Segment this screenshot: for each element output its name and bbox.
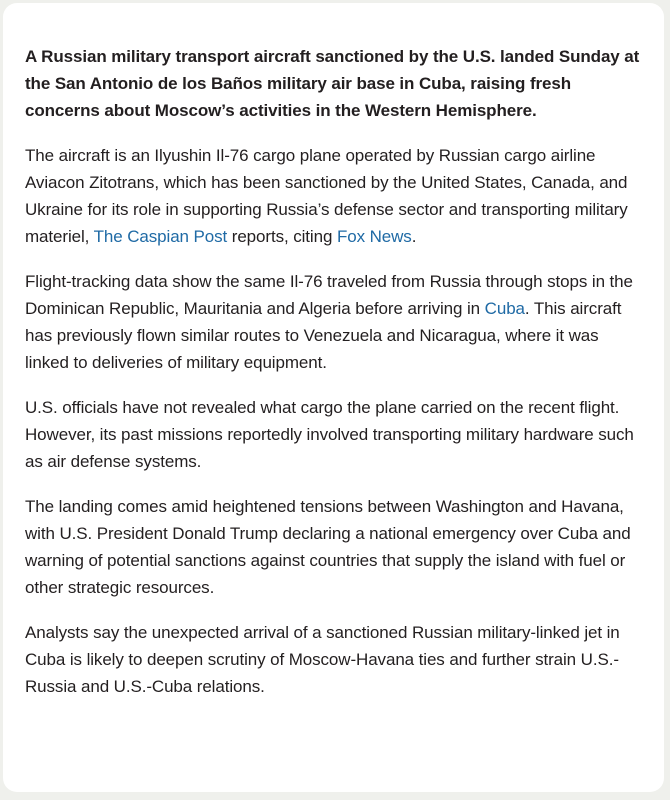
paragraph-2-text-before: Flight-tracking data show the same Il-76 traveled from Russia through stops in the Dominican Republic, Mauritania and Algeria before arriving in [25,272,633,318]
paragraph-1-text-middle: reports, citing [227,227,337,246]
article-paragraph-5: Analysts say the unexpected arrival of a sanctioned Russian military-linked jet in Cuba is likely to deepen scrutiny of Moscow-Havana ties and further strain U.S.-Russia and U.S.-Cuba relations. [25,623,620,696]
article-paragraph-1 [25,142,646,250]
article-paragraph-3: U.S. officials have not revealed what cargo the plane carried on the recent flight. However, its past missions reportedly involved transporting military hardware such as air defense systems. [25,398,634,471]
cuba-link[interactable]: Cuba [484,299,525,318]
paragraph-1-text-after: . [411,227,417,246]
article-paragraph-4: The landing comes amid heightened tensions between Washington and Havana, with U.S. President Donald Trump declaring a national emergency over Cuba and warning of potential sanctions against countries that supply the island with fuel or other strategic resources. [25,497,631,597]
article-card [3,3,664,792]
fox-news-link[interactable]: Fox News [336,227,412,246]
paragraph-2-text-after: . This aircraft has previously flown similar routes to Venezuela and Nicaragua, where it was linked to deliveries of military equipment. [25,299,622,372]
article-lead-paragraph: A Russian military transport aircraft sanctioned by the U.S. landed Sunday at the San Antonio de los Baños military air base in Cuba, raising fresh concerns about Moscow’s activities in the Western Hemisphere. [25,47,640,120]
article-paragraph-2 [25,268,646,376]
paragraph-1-text-before: The aircraft is an Ilyushin Il-76 cargo plane operated by Russian cargo airline Aviacon Zitotrans, which has been sanctioned by the United States, Canada, and Ukraine for its role in supporting Russia’s defense sector and transporting military materiel, [25,146,628,246]
the-caspian-post-link[interactable]: The Caspian Post [93,227,228,246]
